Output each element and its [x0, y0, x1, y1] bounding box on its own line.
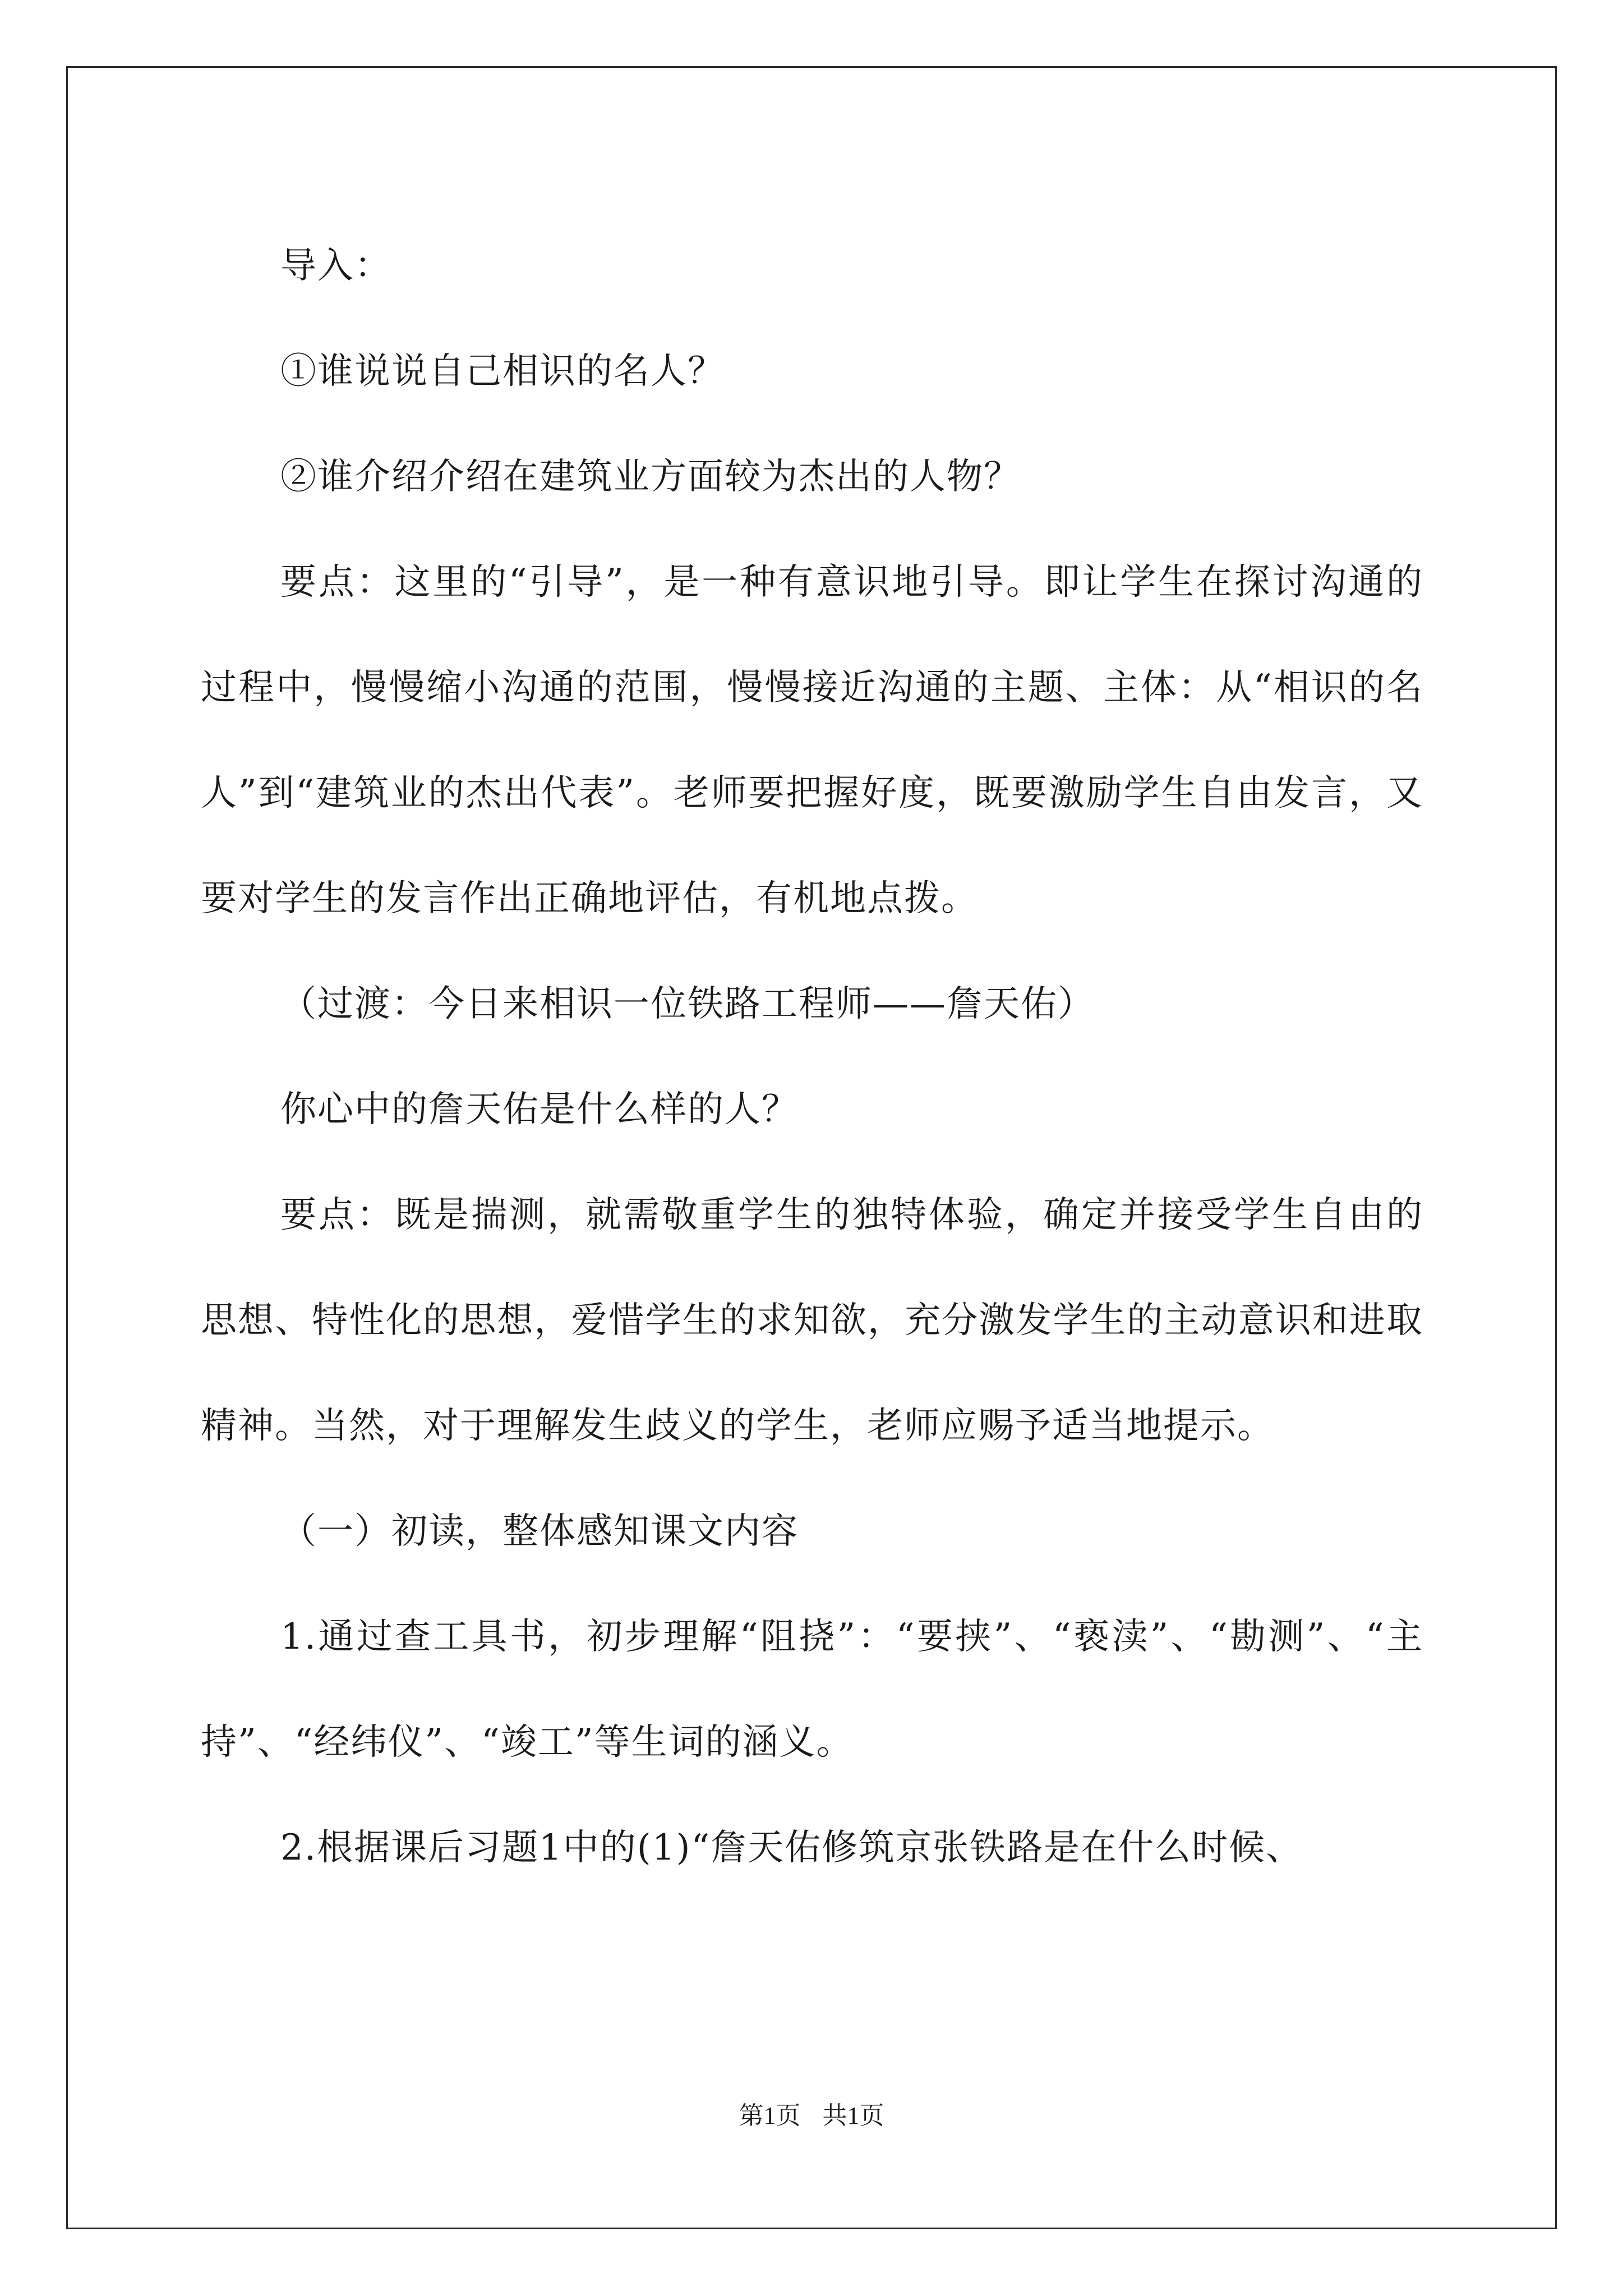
task-paragraph: 2.根据课后习题1中的(1)“詹天佑修筑京张铁路是在什么时候、 — [280, 1827, 1303, 1869]
question-paragraph: 你心中的詹天佑是什么样的人？ — [280, 1089, 799, 1130]
question-paragraph: ①谁说说自己相识的名人？ — [280, 351, 725, 392]
key-point-paragraph: 要点：既是揣测，就需敬重学生的独特体验，确定并接受学生自由的思想、特性化的思想，爱惜学生的求知欲，充分激发学生的主动意识和进取精神。当然，对于理解发生歧义的学生，老师应赐予适当地提示。 — [201, 1194, 1423, 1447]
section-heading: （一）初读，整体感知课文内容 — [280, 1511, 799, 1552]
document-body — [201, 213, 1423, 1901]
intro-heading: 导入： — [280, 245, 391, 287]
page-total: 共1页 — [822, 2102, 884, 2129]
task-paragraph: 1.通过查工具书，初步理解“阻挠”：“要挟”、“亵渎”、“勘测”、“主持”、“经纬仪”、“竣工”等生词的涵义。 — [201, 1616, 1423, 1763]
page-footer — [0, 2095, 1623, 2131]
transition-paragraph: （过渡：今日来相识一位铁路工程师——詹天佑） — [280, 983, 1095, 1025]
question-paragraph: ②谁介绍介绍在建筑业方面较为杰出的人物？ — [280, 456, 1021, 498]
key-point-paragraph: 要点：这里的“引导”，是一种有意识地引导。即让学生在探讨沟通的过程中，慢慢缩小沟通的范围，慢慢接近沟通的主题、主体：从“相识的名人”到“建筑业的杰出代表”。老师要把握好度，既要激励学生自由发言，又要对学生的发言作出正确地评估，有机地点拨。 — [201, 562, 1423, 919]
page-number: 第1页 — [739, 2102, 801, 2129]
